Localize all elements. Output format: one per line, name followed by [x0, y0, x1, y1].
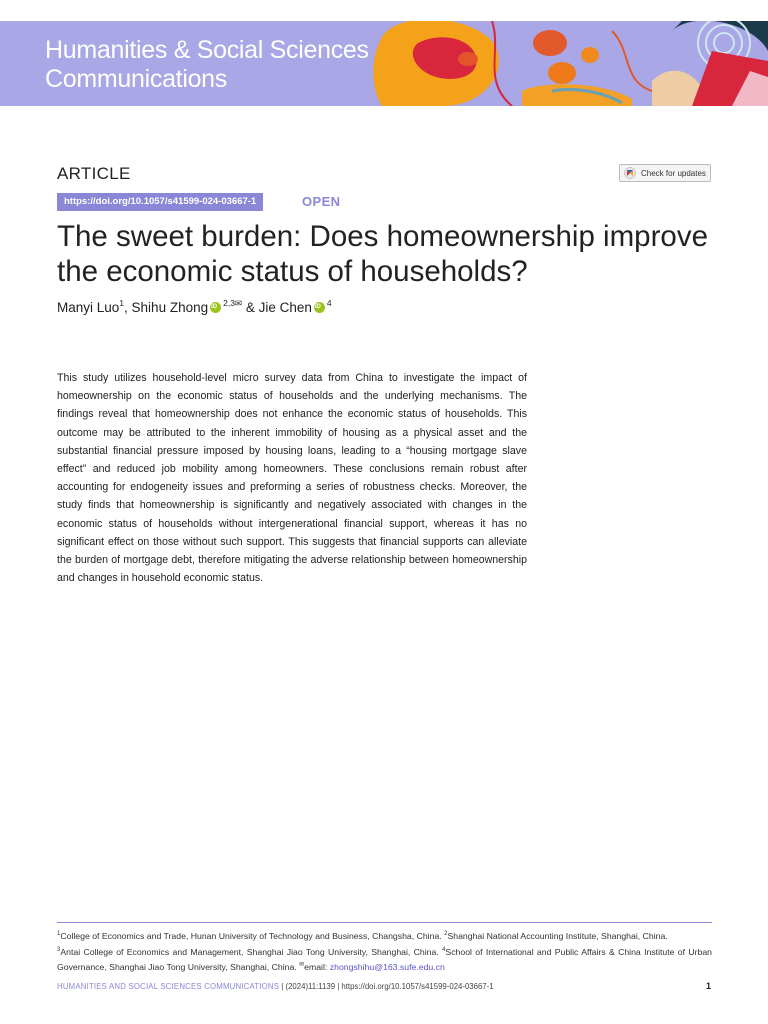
author-name-2[interactable]: Shihu Zhong: [131, 300, 209, 315]
journal-banner: [0, 21, 768, 106]
affiliation-3: Antai College of Economics and Management, Shanghai Jiao Tong University, Shanghai, China.: [60, 946, 439, 957]
author-separator: &: [242, 300, 259, 315]
email-link[interactable]: zhongshihu@163.sufe.edu.cn: [329, 962, 445, 972]
affiliation-1: College of Economics and Trade, Hunan University of Technology and Business, Changsha, China.: [60, 931, 442, 941]
affiliation-4: School of International and Public Affairs & China Institute of Urban Governance, Shanghai Jiao Tong University, Shanghai, China.: [57, 946, 712, 972]
article-type-label: ARTICLE: [57, 164, 131, 183]
journal-title[interactable]: [45, 36, 369, 94]
journal-title-line-2: Communications: [45, 65, 227, 93]
affiliations-footnote: $^1$College of Economics and Trade, Hunan University of Technology and Business, Changsha, China. $^2$Shanghai National Accounting Institute, Shanghai, China. $^3$Antai College of Economics and Management, Shanghai Jiao Tong University, Shanghai, China. $^4$School of International and Public Affairs & China Institute of Urban Governance, Shanghai Jiao Tong University, Shanghai, China. ✉email: zhongshihu@163.sufe.edu.cn: [57, 931, 712, 972]
email-label: email:: [304, 962, 328, 972]
author-affiliation-2: 2,3✉: [223, 298, 243, 308]
banner-artwork: [372, 21, 768, 106]
page-number: 1: [706, 981, 712, 991]
author-list: [57, 298, 332, 315]
orcid-icon[interactable]: [314, 302, 325, 313]
author-affiliation-1: 1: [119, 298, 125, 308]
footer-citation: | (2024)11:1139 | https://doi.org/10.1057/s41599-024-03667-1: [279, 982, 494, 991]
envelope-icon: ✉: [299, 962, 305, 968]
crossmark-icon: [624, 167, 636, 179]
author-name-1[interactable]: Manyi Luo: [57, 300, 120, 315]
author-name-3[interactable]: Jie Chen: [258, 300, 312, 315]
journal-title-line-1: Humanities & Social Sciences: [45, 36, 369, 64]
running-footer: [57, 982, 494, 991]
check-for-updates-button[interactable]: [619, 164, 711, 182]
orcid-icon[interactable]: [210, 302, 221, 313]
affiliation-2: Shanghai National Accounting Institute, Shanghai, China.: [447, 931, 668, 941]
doi-link[interactable]: https://doi.org/10.1057/s41599-024-03667-1: [57, 193, 263, 211]
check-for-updates-label: Check for updates: [641, 168, 706, 178]
author-separator: ,: [124, 300, 132, 315]
footer-journal-name[interactable]: HUMANITIES AND SOCIAL SCIENCES COMMUNICATIONS: [57, 982, 280, 991]
paper-title: The sweet burden: Does homeownership improve the economic status of households?: [57, 220, 708, 288]
author-affiliation-3: 4: [326, 298, 332, 308]
abstract: This study utilizes household-level micro survey data from China to investigate the impact of homeownership on the economic status of households and the underlying mechanisms. The findings reveal that homeownership does not enhance the economic status of households. This outcome may be attributed to the inherent immobility of housing as a physical asset and the substantial financial pressure imposed by housing loans, leading to a “housing mortgage slave effect” and reduced job mobility among homeowners. These conclusions remain robust after accounting for endogeneity issues and preforming a series of robustness checks. Moreover, the study finds that homeownership is significantly and negatively associated with changes in the economic status of households without intergenerational financial support, whereas it has no significant effect on those without such support. This suggests that financial supports can alleviate the burden of mortgage debt, therefore mitigating the adverse relationship between homeownership and changes in household economic status.: [57, 372, 527, 585]
footnote-divider: [57, 922, 712, 923]
open-access-label: OPEN: [302, 194, 341, 209]
